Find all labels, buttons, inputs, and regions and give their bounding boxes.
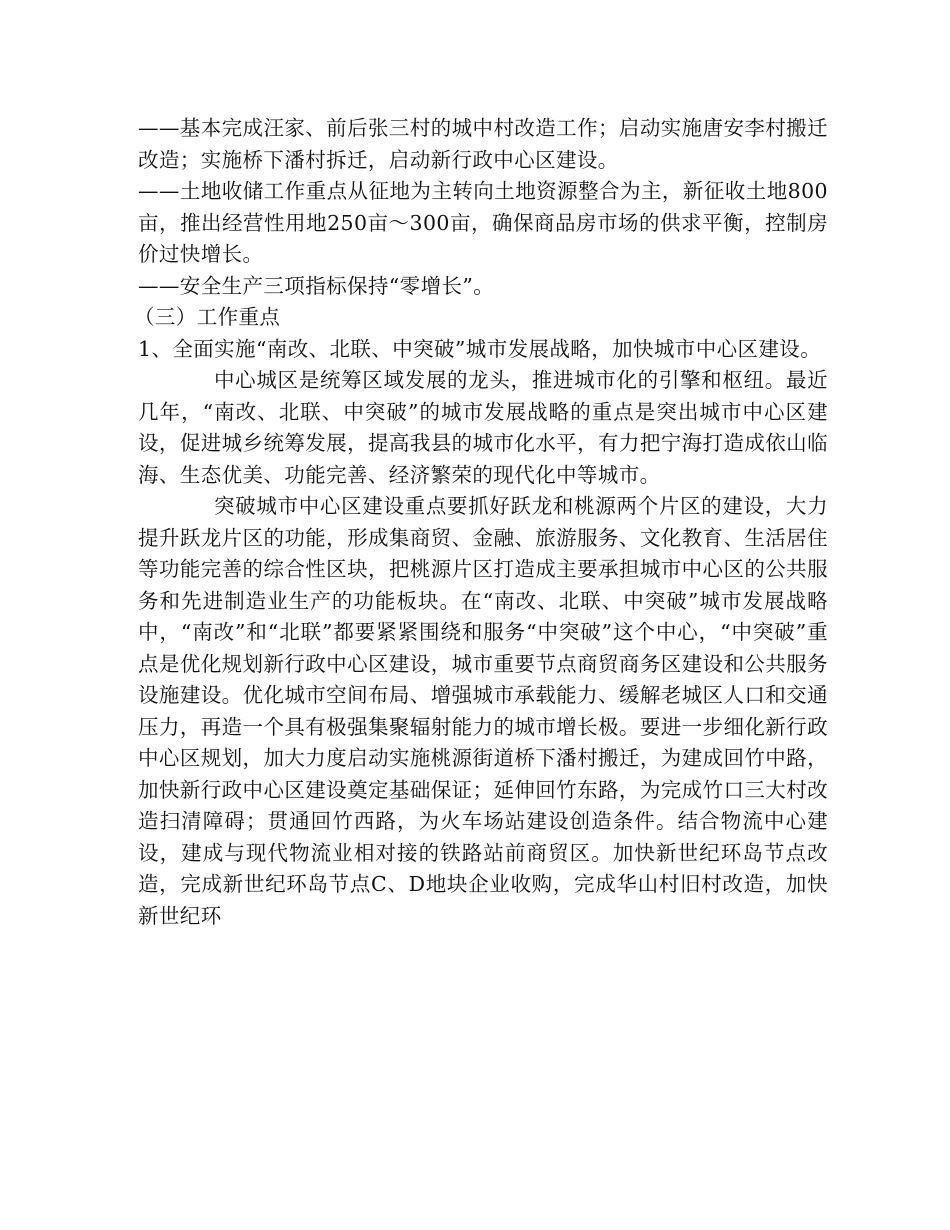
section-heading-work-focus: （三）工作重点 bbox=[134, 305, 281, 329]
paragraph-village-renovation: ——基本完成汪家、前后张三村的城中村改造工作；启动实施唐安李村搬迁改造；实施桥下潘村拆迁，启动新行政中心区建设。 bbox=[138, 116, 828, 172]
document-page bbox=[134, 113, 828, 932]
paragraph-land-reserve: ——土地收储工作重点从征地为主转向土地资源整合为主，新征收土地800亩，推出经营性用地250亩～300亩，确保商品房市场的供求平衡，控制房价过快增长。 bbox=[138, 179, 828, 266]
paragraph-breakthrough-construction: 突破城市中心区建设重点要抓好跃龙和桃源两个片区的建设，大力提升跃龙片区的功能，形成集商贸、金融、旅游服务、文化教育、生活居住等功能完善的综合性区块，把桃源片区打造成主要承担城市中心区的公共服务和先进制造业生产的功能板块。在“南改、北联、中突破”城市发展战略中，“南改”和“北联”都要紧紧围绕和服务“中突破”这个中心，“中突破”重点是优化规划新行政中心区建设，城市重要节点商贸商务区建设和公共服务设施建设。优化城市空间布局、增强城市承载能力、缓解老城区人口和交通压力，再造一个具有极强集聚辐射能力的城市增长极。要进一步细化新行政中心区规划，加大力度启动实施桃源街道桥下潘村搬迁，为建成回竹中路，加快新行政中心区建设奠定基础保证；延伸回竹东路，为完成竹口三大村改造扫清障碍；贯通回竹西路，为火车场站建设创造条件。结合物流中心建设，建成与现代物流业相对接的铁路站前商贸区。加快新世纪环岛节点改造，完成新世纪环岛节点C、D地块企业收购，完成华山村旧村改造，加快新世纪环 bbox=[138, 494, 828, 928]
subheading-urban-strategy: 1、全面实施“南改、北联、中突破”城市发展战略，加快城市中心区建设。 bbox=[138, 336, 822, 361]
paragraph-safety-production: ——安全生产三项指标保持“零增长”。 bbox=[138, 273, 495, 298]
paragraph-central-district: 中心城区是统筹区域发展的龙头，推进城市化的引擎和枢纽。最近几年，“南改、北联、中突破”的城市发展战略的重点是突出城市中心区建设，促进城乡统筹发展，提高我县的城市化水平，有力把宁海打造成依山临海、生态优美、功能完善、经济繁荣的现代化中等城市。 bbox=[138, 368, 828, 487]
